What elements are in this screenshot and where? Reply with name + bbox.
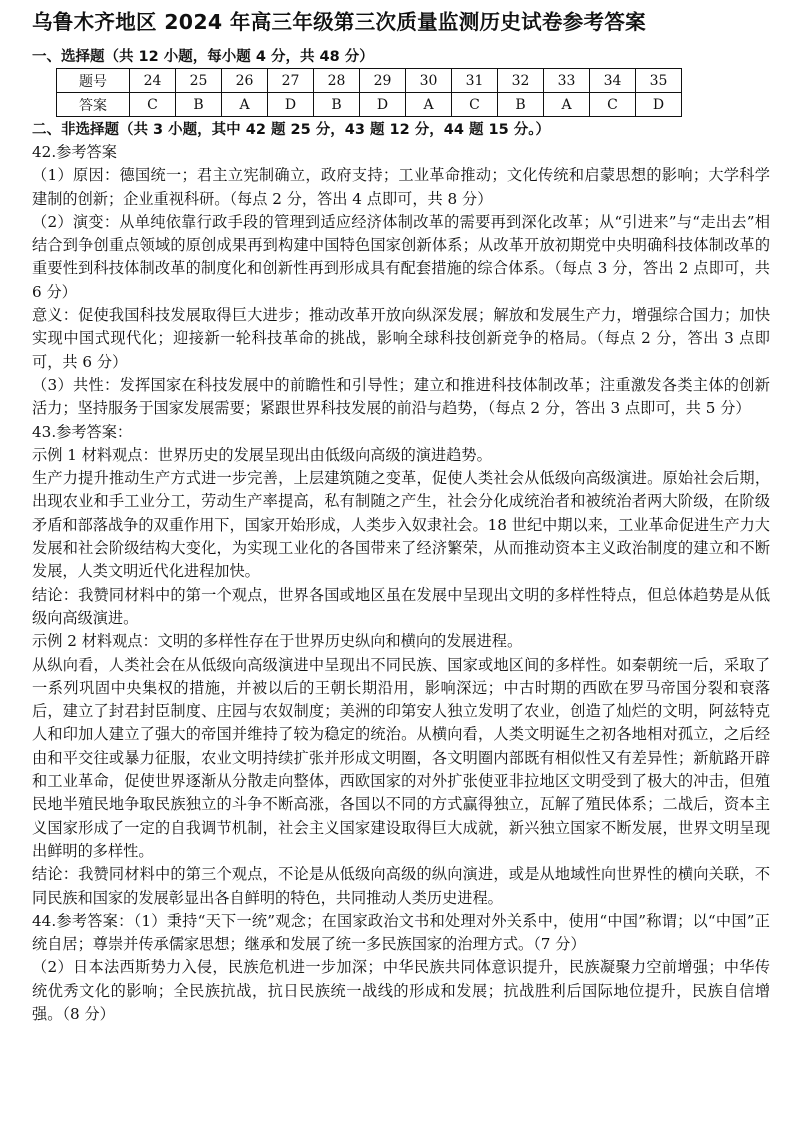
q44-part2: （2）日本法西斯势力入侵，民族危机进一步加深；中华民族共同体意识提升，民族凝聚力空前增强；中华传统优秀文化的影响；全民族抗战，抗日民族统一战线的形成和发展；抗战胜利后国际地位提升，民族自信增强。（8 分） — [32, 958, 770, 1023]
question-number-cell: 26 — [222, 69, 268, 93]
q43-example1-conclusion: 结论：我赞同材料中的第一个观点，世界各国或地区虽在发展中呈现出文明的多样性特点，但总体趋势是从低级向高级演进。 — [32, 585, 770, 627]
q43-example1-argument: 生产力提升推动生产方式进一步完善，上层建筑随之变革，促使人类社会从低级向高级演进。原始社会后期，出现农业和手工业分工，劳动生产率提高，私有制随之产生，社会分化成统治者和被统治者两大阶级，在阶级矛盾和部落战争的双重作用下，国家开始形成，人类步入奴隶社会。18 世纪中期以来，工业革命促进生产力大发展和社会阶级结构大变化，为实现工业化的各国带来了经济繁荣，从而推动资本主义政治制度的建立和不断发展，人类文明近代化进程加快。 — [32, 469, 770, 581]
answer-cell: B — [498, 93, 544, 117]
question-number-cell: 25 — [176, 69, 222, 93]
question-number-cell: 28 — [314, 69, 360, 93]
answer-cell: A — [222, 93, 268, 117]
answer-cell: C — [452, 93, 498, 117]
q42-part3: （3）共性：发挥国家在科技发展中的前瞻性和引导性；建立和推进科技体制改革；注重激发各类主体的创新活力；坚持服务于国家发展需要；紧跟世界科技发展的前沿与趋势，（每点 2 分，答出 3 点即可，共 5 分） — [32, 375, 770, 418]
answer-cell: B — [176, 93, 222, 117]
q42-part1: （1）原因：德国统一；君主立宪制确立，政府支持；工业革命推动；文化传统和启蒙思想的影响；大学科学建制的创新；企业重视科研。（每点 2 分，答出 4 点即可，共 8 分） — [32, 166, 770, 208]
table-header-cell: 题号 — [57, 69, 130, 93]
q43-example2-argument: 从纵向看，人类社会在从低级向高级演进中呈现出不同民族、国家或地区间的多样性。如秦朝统一后，采取了一系列巩固中央集权的措施，并被以后的王朝长期沿用，影响深远；中古时期的西欧在罗马帝国分裂和衰落后，建立了封君封臣制度、庄园与农奴制度；美洲的印第安人独立发明了农业，创造了灿烂的文明，阿兹特克人和印加人建立了强大的帝国并维持了较为稳定的统治。从横向看，人类文明诞生之初各地相对孤立，之后经由和平交往或暴力征服，农业文明持续扩张并形成文明圈，各文明圈内部既有相似性又有差异性；新航路开辟和工业革命，促使世界逐渐从分散走向整体，西欧国家的对外扩张使亚非拉地区文明受到了极大的冲击，但殖民地半殖民地争取民族独立的斗争不断高涨，各国以不同的方式赢得独立，瓦解了殖民体系；二战后，资本主义国家形成了一定的自我调节机制，社会主义国家建设取得巨大成就，新兴独立国家不断发展，世界文明呈现出鲜明的多样性。 — [32, 655, 770, 860]
question-number-cell: 29 — [360, 69, 406, 93]
question-number-cell: 33 — [544, 69, 590, 93]
q43-example2-conclusion: 结论：我赞同材料中的第三个观点，不论是从低级向高级的纵向演进，或是从地域性向世界性的横向关联，不同民族和国家的发展彰显出各自鲜明的特色，共同推动人类历史进程。 — [32, 865, 770, 907]
question-number-cell: 24 — [130, 69, 176, 93]
q43-heading: 43.参考答案： — [32, 422, 133, 441]
answer-cell: C — [590, 93, 636, 117]
q43-example1-view: 示例 1 材料观点：世界历史的发展呈现出由低级向高级的演进趋势。 — [32, 445, 492, 464]
section-heading-choice: 一、选择题（共 12 小题，每小题 4 分，共 48 分） — [32, 49, 374, 65]
q43-example2-view: 示例 2 材料观点：文明的多样性存在于世界历史纵向和横向的发展进程。 — [32, 632, 523, 651]
question-number-cell: 31 — [452, 69, 498, 93]
question-number-cell: 35 — [636, 69, 682, 93]
question-number-cell: 27 — [268, 69, 314, 93]
answer-cell: A — [406, 93, 452, 117]
answer-cell: B — [314, 93, 360, 117]
answer-table — [56, 68, 682, 117]
answer-cell: D — [636, 93, 682, 117]
answer-cell: D — [268, 93, 314, 117]
page-title: 乌鲁木齐地区 2024 年高三年级第三次质量监测历史试卷参考答案 — [32, 10, 646, 34]
q44-part1: 44.参考答案：（1）秉持“天下一统”观念；在国家政治文书和处理对外关系中，使用“中国”称谓；以“中国”正统自居；尊崇并传承儒家思想；继承和发展了统一多民族国家的治理方式。（7 分） — [32, 911, 770, 954]
answer-cell: D — [360, 93, 406, 117]
table-row-numbers — [57, 69, 682, 93]
question-number-cell: 32 — [498, 69, 544, 93]
answer-cell: A — [544, 93, 590, 117]
section-heading-nonchoice: 二、非选择题（共 3 小题，其中 42 题 25 分，43 题 12 分，44 题 15 分。） — [32, 122, 550, 138]
q42-part2-significance: 意义：促使我国科技发展取得巨大进步；推动改革开放向纵深发展；解放和发展生产力，增强综合国力；加快实现中国式现代化；迎接新一轮科技革命的挑战，影响全球科技创新竞争的格局。（每点 2 分，答出 3 点即可，共 6 分） — [32, 306, 770, 371]
q42-heading: 42.参考答案 — [32, 143, 117, 161]
question-number-cell: 34 — [590, 69, 636, 93]
question-number-cell: 30 — [406, 69, 452, 93]
table-row-answers — [57, 93, 682, 117]
answer-body — [32, 141, 770, 1026]
q42-part2-evolution: （2）演变：从单纯依靠行政手段的管理到适应经济体制改革的需要再到深化改革；从“引进来”与“走出去”相结合到争创重点领域的原创成果再到构建中国特色国家创新体系；从改革开放初期党中央明确科技体制改革的重要性到科技体制改革的制度化和创新性再到形成具有配套措施的综合体系。（每点 3 分，答出 2 点即可，共 6 分） — [32, 212, 770, 301]
answer-cell: C — [130, 93, 176, 117]
table-header-cell: 答案 — [57, 93, 130, 117]
